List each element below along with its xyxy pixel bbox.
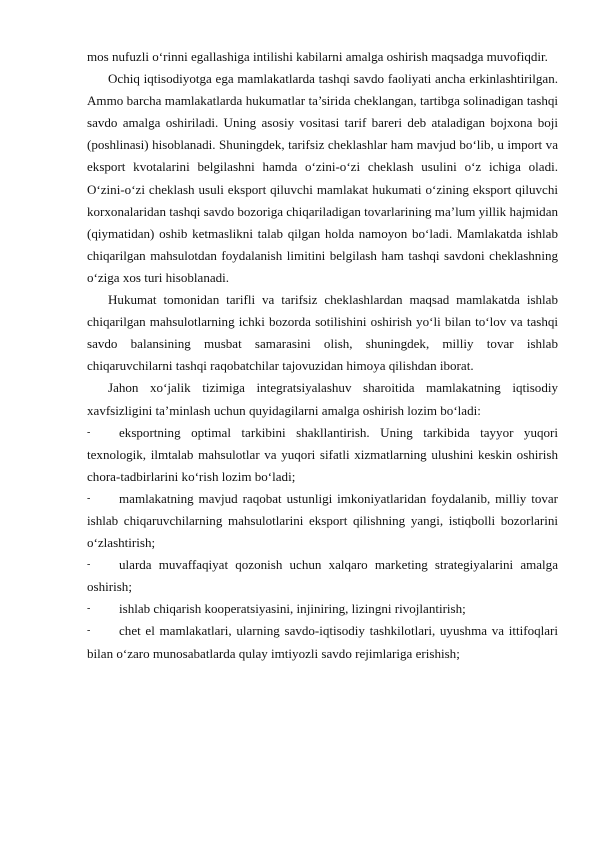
list-item-text: ularda muvaffaqiyat qozonish uchun xalqaro marketing strategiyalarini amalga oshirish; — [87, 557, 558, 595]
list-dash: - — [87, 603, 91, 615]
list-item — [87, 554, 558, 598]
list-dash: - — [87, 492, 91, 504]
list-item-text: ishlab chiqarish kooperatsiyasini, injiniring, lizingni rivojlantirish; — [119, 601, 466, 617]
paragraph-government-restrictions: Hukumat tomonidan tarifli va tarifsiz cheklashlardan maqsad mamlakatda ishlab chiqarilgan mahsulotlarning ichki bozorda sotilishini oshirish yo‘li bilan to‘lov va tashqi savdo balansining musbat samarasini olish, shuningdek, milliy tovar ishlab chiqaruvchilarni tashqi raqobatchilar tajovuzidan himoya qilishdan iborat. — [87, 292, 558, 374]
document-page — [87, 46, 558, 665]
paragraph-economic-security: Jahon xo‘jalik tizimiga integratsiyalashuv sharoitida mamlakatning iqtisodiy xavfsizligini ta’minlash uchun quyidagilarni amalga oshirish lozim bo‘ladi: — [87, 380, 558, 418]
list-item — [87, 620, 558, 664]
list-item — [87, 598, 558, 620]
list-item-text: chet el mamlakatlari, ularning savdo-iqtisodiy tashkilotlari, uyushma va ittifoqlari bilan o‘zaro munosabatlarda qulay imtiyozli savdo rejimlariga erishish; — [87, 623, 558, 661]
measures-list — [87, 422, 558, 665]
list-item-text: eksportning optimal tarkibini shakllantirish. Uning tarkibida tayyor yuqori texnologik, ilmtalab mahsulotlar va yuqori sifatli xizmatlarning ulushini keskin oshirish chora-tadbirlarini ko‘rish lozim bo‘ladi; — [87, 424, 558, 484]
list-dash: - — [87, 426, 91, 438]
list-dash: - — [87, 559, 91, 571]
list-item — [87, 488, 558, 554]
paragraph-continuation: mos nufuzli o‘rinni egallashiga intilishi kabilarni amalga oshirish maqsadga muvofiqdir. — [87, 49, 548, 64]
list-item-text: mamlakatning mavjud raqobat ustunligi imkoniyatlaridan foydalanib, milliy tovar ishlab chiqaruvchilarning mahsulotlarini eksport qilishning yangi, istiqbolli bozorlarini o‘zlashtirish; — [87, 490, 558, 551]
paragraph-open-economy: Ochiq iqtisodiyotga ega mamlakatlarda tashqi savdo faoliyati ancha erkinlashtirilgan. Ammo barcha mamlakatlarda hukumatlar ta’sirida cheklangan, tartibga solinadigan tashqi savdo amalga oshiriladi. Uning asosiy vositasi tarif bareri deb ataladigan bojxona boji (poshlinasi) hisoblanadi. Shuningdek, tarifsiz cheklashlar ham mavjud bo‘lib, u import va eksport kvotalarini belgilashni hamda o‘zini-o‘zi cheklash usulini o‘z ichiga oladi. O‘zini-o‘zi cheklash usuli eksport qiluvchi mamlakat hukumati o‘zining eksport qiluvchi korxonalaridan tashqi savdo bozoriga chiqariladigan tovarlarining ma’lum yillik hajmidan (qiymatidan) oshib ketmaslikni talab qilgan holda namoyon bo‘ladi. Mamlakatda ishlab chiqarilgan mahsulotdan foydalanish limitini belgilash ham tashqi savdoni cheklashning o‘ziga xos turi hisoblanadi. — [87, 71, 559, 285]
list-item — [87, 422, 558, 488]
list-dash: - — [87, 625, 91, 637]
